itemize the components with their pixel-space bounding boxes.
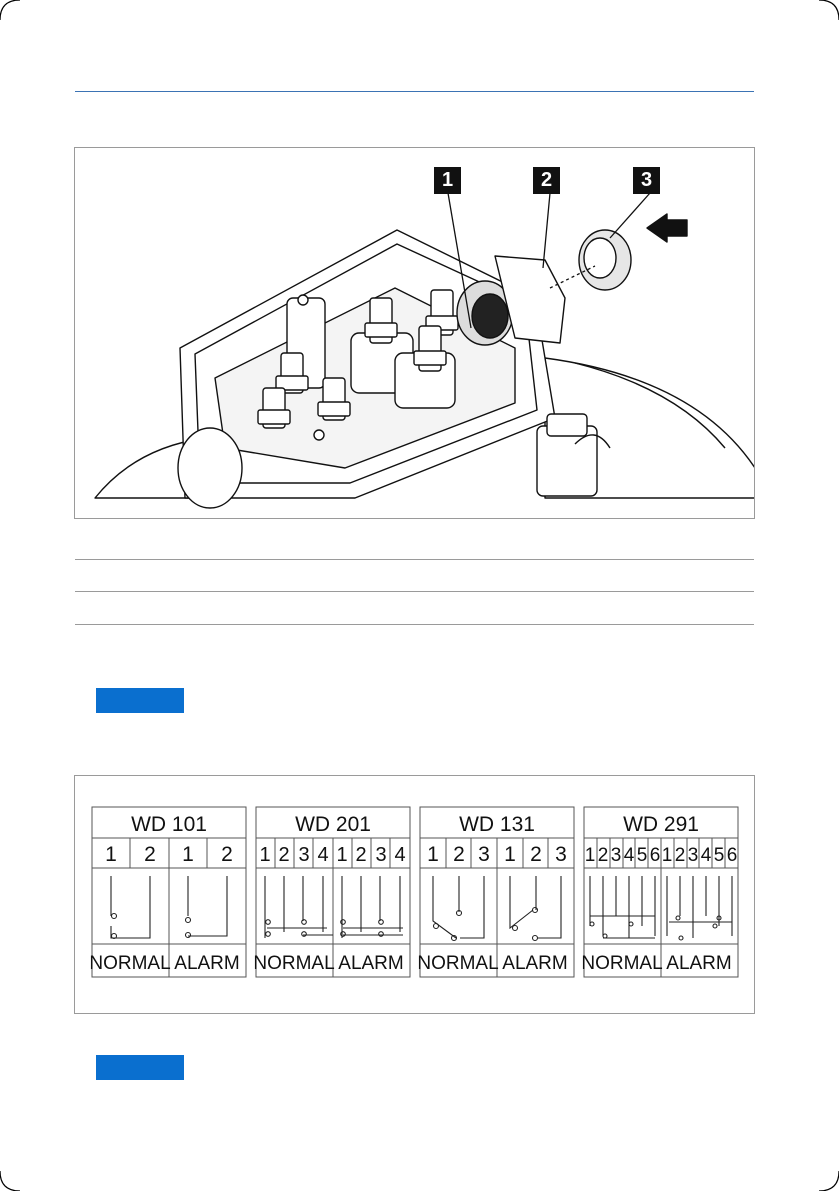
wd131-state-normal: NORMAL	[417, 953, 499, 974]
wd131-title: WD 131	[459, 813, 535, 836]
table-rule-1	[75, 559, 754, 560]
note-badge-2	[96, 1055, 184, 1080]
table-rule-3	[75, 624, 754, 625]
wd291-state-alarm: ALARM	[666, 953, 732, 974]
wd131-terminal: 3	[478, 843, 490, 866]
wd131-terminal: 2	[530, 843, 542, 866]
wd291-terminal: 4	[623, 845, 635, 866]
wd291-terminal: 3	[610, 845, 622, 866]
wd291-title: WD 291	[623, 813, 699, 836]
wd101-state-normal: NORMAL	[89, 953, 171, 974]
wd201-terminal: 4	[394, 844, 406, 866]
callout-3: 3	[633, 167, 660, 194]
wd201-terminal: 1	[259, 844, 271, 866]
wd131-terminal: 1	[427, 843, 439, 866]
wd101-terminal: 2	[221, 843, 233, 866]
wd291-terminal: 1	[661, 845, 673, 866]
crop-mark-bottom-left	[0, 1169, 22, 1191]
wd101-state-alarm: ALARM	[174, 953, 240, 974]
wd101-title: WD 101	[131, 813, 207, 836]
terminal-box-illustration	[75, 148, 754, 518]
wd101-terminal: 1	[182, 843, 194, 866]
wd101-terminal: 1	[105, 843, 117, 866]
crop-mark-top-left	[0, 0, 22, 22]
wd201-terminal: 2	[278, 844, 290, 866]
header-rule	[75, 91, 754, 92]
wd291-terminal: 5	[636, 845, 648, 866]
wd291-terminal: 4	[700, 845, 712, 866]
wiring-diagrams	[75, 776, 754, 1013]
wd201-title: WD 201	[295, 813, 371, 836]
wd291-terminal: 2	[597, 845, 609, 866]
wd201-terminal: 2	[355, 844, 367, 866]
callout-2: 2	[533, 167, 560, 194]
wd131-terminal: 2	[453, 843, 465, 866]
wd291-terminal: 6	[649, 845, 661, 866]
wd291-terminal: 6	[726, 845, 738, 866]
wd201-terminal: 3	[375, 844, 387, 866]
wd291-terminal: 1	[584, 845, 596, 866]
wd201-terminal: 1	[336, 844, 348, 866]
wiring-diagrams-figure	[74, 775, 755, 1014]
wd201-terminal: 4	[317, 844, 329, 866]
wd291-terminal: 2	[674, 845, 686, 866]
wd291-terminal: 5	[713, 845, 725, 866]
wd201-terminal: 3	[298, 844, 310, 866]
table-rule-2	[75, 591, 754, 592]
callout-1: 1	[434, 167, 461, 194]
wd291-terminal: 3	[687, 845, 699, 866]
terminal-box-figure	[74, 147, 755, 519]
wd291-state-normal: NORMAL	[581, 953, 663, 974]
wd101-terminal: 2	[144, 843, 156, 866]
wd201-state-normal: NORMAL	[253, 953, 335, 974]
wd201-state-alarm: ALARM	[338, 953, 404, 974]
wd131-terminal: 3	[555, 843, 567, 866]
note-badge-1	[96, 688, 184, 713]
crop-mark-top-right	[817, 0, 839, 22]
crop-mark-bottom-right	[817, 1169, 839, 1191]
wd131-state-alarm: ALARM	[502, 953, 568, 974]
wd131-terminal: 1	[504, 843, 516, 866]
